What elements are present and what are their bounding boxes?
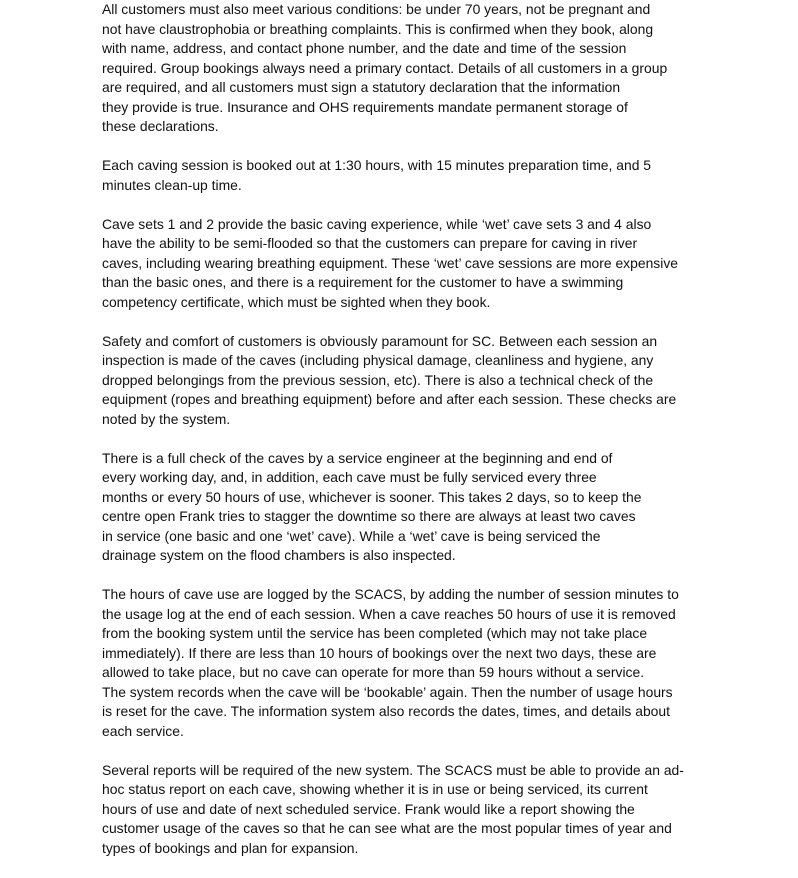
text-line: equipment (ropes and breathing equipment) before and after each session. These checks are [102, 391, 677, 407]
text-line: The system records when the cave will be ‘bookable’ again. Then the number of usage hours [102, 683, 673, 700]
text-line: caves, including wearing breathing equipment. These ‘wet’ cave sessions are more expensive [102, 254, 679, 271]
paragraph-servicing [102, 449, 712, 566]
text-line: with name, address, and contact phone number, and the date and time of the session [102, 40, 627, 56]
paragraph-usage-logging [102, 585, 712, 741]
text-line: types of bookings and plan for expansion. [102, 839, 359, 856]
text-line: competency certificate, which must be sighted when they book. [102, 293, 491, 310]
text-line: every working day, and, in addition, each cave must be fully serviced every three [102, 469, 597, 485]
text-line: allowed to take place, but no cave can operate for more than 59 hours without a service. [102, 664, 645, 680]
text-line: immediately). If there are less than 10 hours of bookings over the next two days, these are [102, 644, 657, 661]
text-line: drainage system on the flood chambers is also inspected. [102, 547, 456, 563]
text-line: not have claustrophobia or breathing complaints. This is confirmed when they book, along [102, 20, 654, 37]
paragraph-safety [102, 332, 712, 430]
text-line: hours of use and date of next scheduled service. Frank would like a report showing the [102, 800, 635, 817]
document-body [102, 0, 712, 878]
text-line: the usage log at the end of each session. When a cave reaches 50 hours of use it is removed [102, 605, 676, 622]
text-line: these declarations. [102, 118, 219, 134]
text-line: Cave sets 1 and 2 provide the basic caving experience, while ‘wet’ cave sets 3 and 4 also [102, 215, 652, 232]
text-line: months or every 50 hours of use, whichever is sooner. This takes 2 days, so to keep the [102, 488, 642, 505]
text-line: customer usage of the caves so that he can see what are the most popular times of year and [102, 820, 672, 836]
text-line: dropped belongings from the previous session, etc). There is also a technical check of the [102, 371, 654, 388]
paragraph-reports [102, 761, 712, 859]
text-line: minutes clean-up time. [102, 176, 242, 193]
paragraph-cave-sets [102, 215, 712, 313]
text-line: centre open Frank tries to stagger the downtime so there are always at least two caves [102, 508, 636, 524]
text-line: Safety and comfort of customers is obviously paramount for SC. Between each session an [102, 332, 658, 349]
text-line: hoc status report on each cave, showing whether it is in use or being serviced, its current [102, 781, 648, 797]
text-line: required. Group bookings always need a primary contact. Details of all customers in a group [102, 59, 668, 76]
text-line: in service (one basic and one ‘wet’ cave). While a ‘wet’ cave is being serviced the [102, 527, 601, 544]
text-line: All customers must also meet various conditions: be under 70 years, not be pregnant and [102, 1, 651, 17]
text-line: The hours of cave use are logged by the SCACS, by adding the number of session minutes to [102, 586, 679, 602]
text-line: noted by the system. [102, 410, 231, 427]
text-line: are required, and all customers must sign a statutory declaration that the information [102, 79, 621, 95]
text-line: Several reports will be required of the new system. The SCACS must be able to provide an ad- [102, 761, 684, 778]
text-line: from the booking system until the service has been completed (which may not take place [102, 625, 648, 641]
paragraph-customer-conditions [102, 0, 712, 137]
paragraph-session-timing [102, 156, 712, 195]
text-line: than the basic ones, and there is a requirement for the customer to have a swimming [102, 274, 624, 290]
text-line: Each caving session is booked out at 1:30 hours, with 15 minutes preparation time, and 5 [102, 157, 652, 173]
text-line: have the ability to be semi-flooded so that the customers can prepare for caving in river [102, 235, 638, 251]
text-line: inspection is made of the caves (including physical damage, cleanliness and hygiene, any [102, 352, 654, 368]
text-line: they provide is true. Insurance and OHS requirements mandate permanent storage of [102, 98, 628, 115]
text-line: each service. [102, 722, 184, 739]
text-line: There is a full check of the caves by a service engineer at the beginning and end of [102, 449, 613, 466]
text-line: is reset for the cave. The information system also records the dates, times, and details about [102, 703, 670, 719]
